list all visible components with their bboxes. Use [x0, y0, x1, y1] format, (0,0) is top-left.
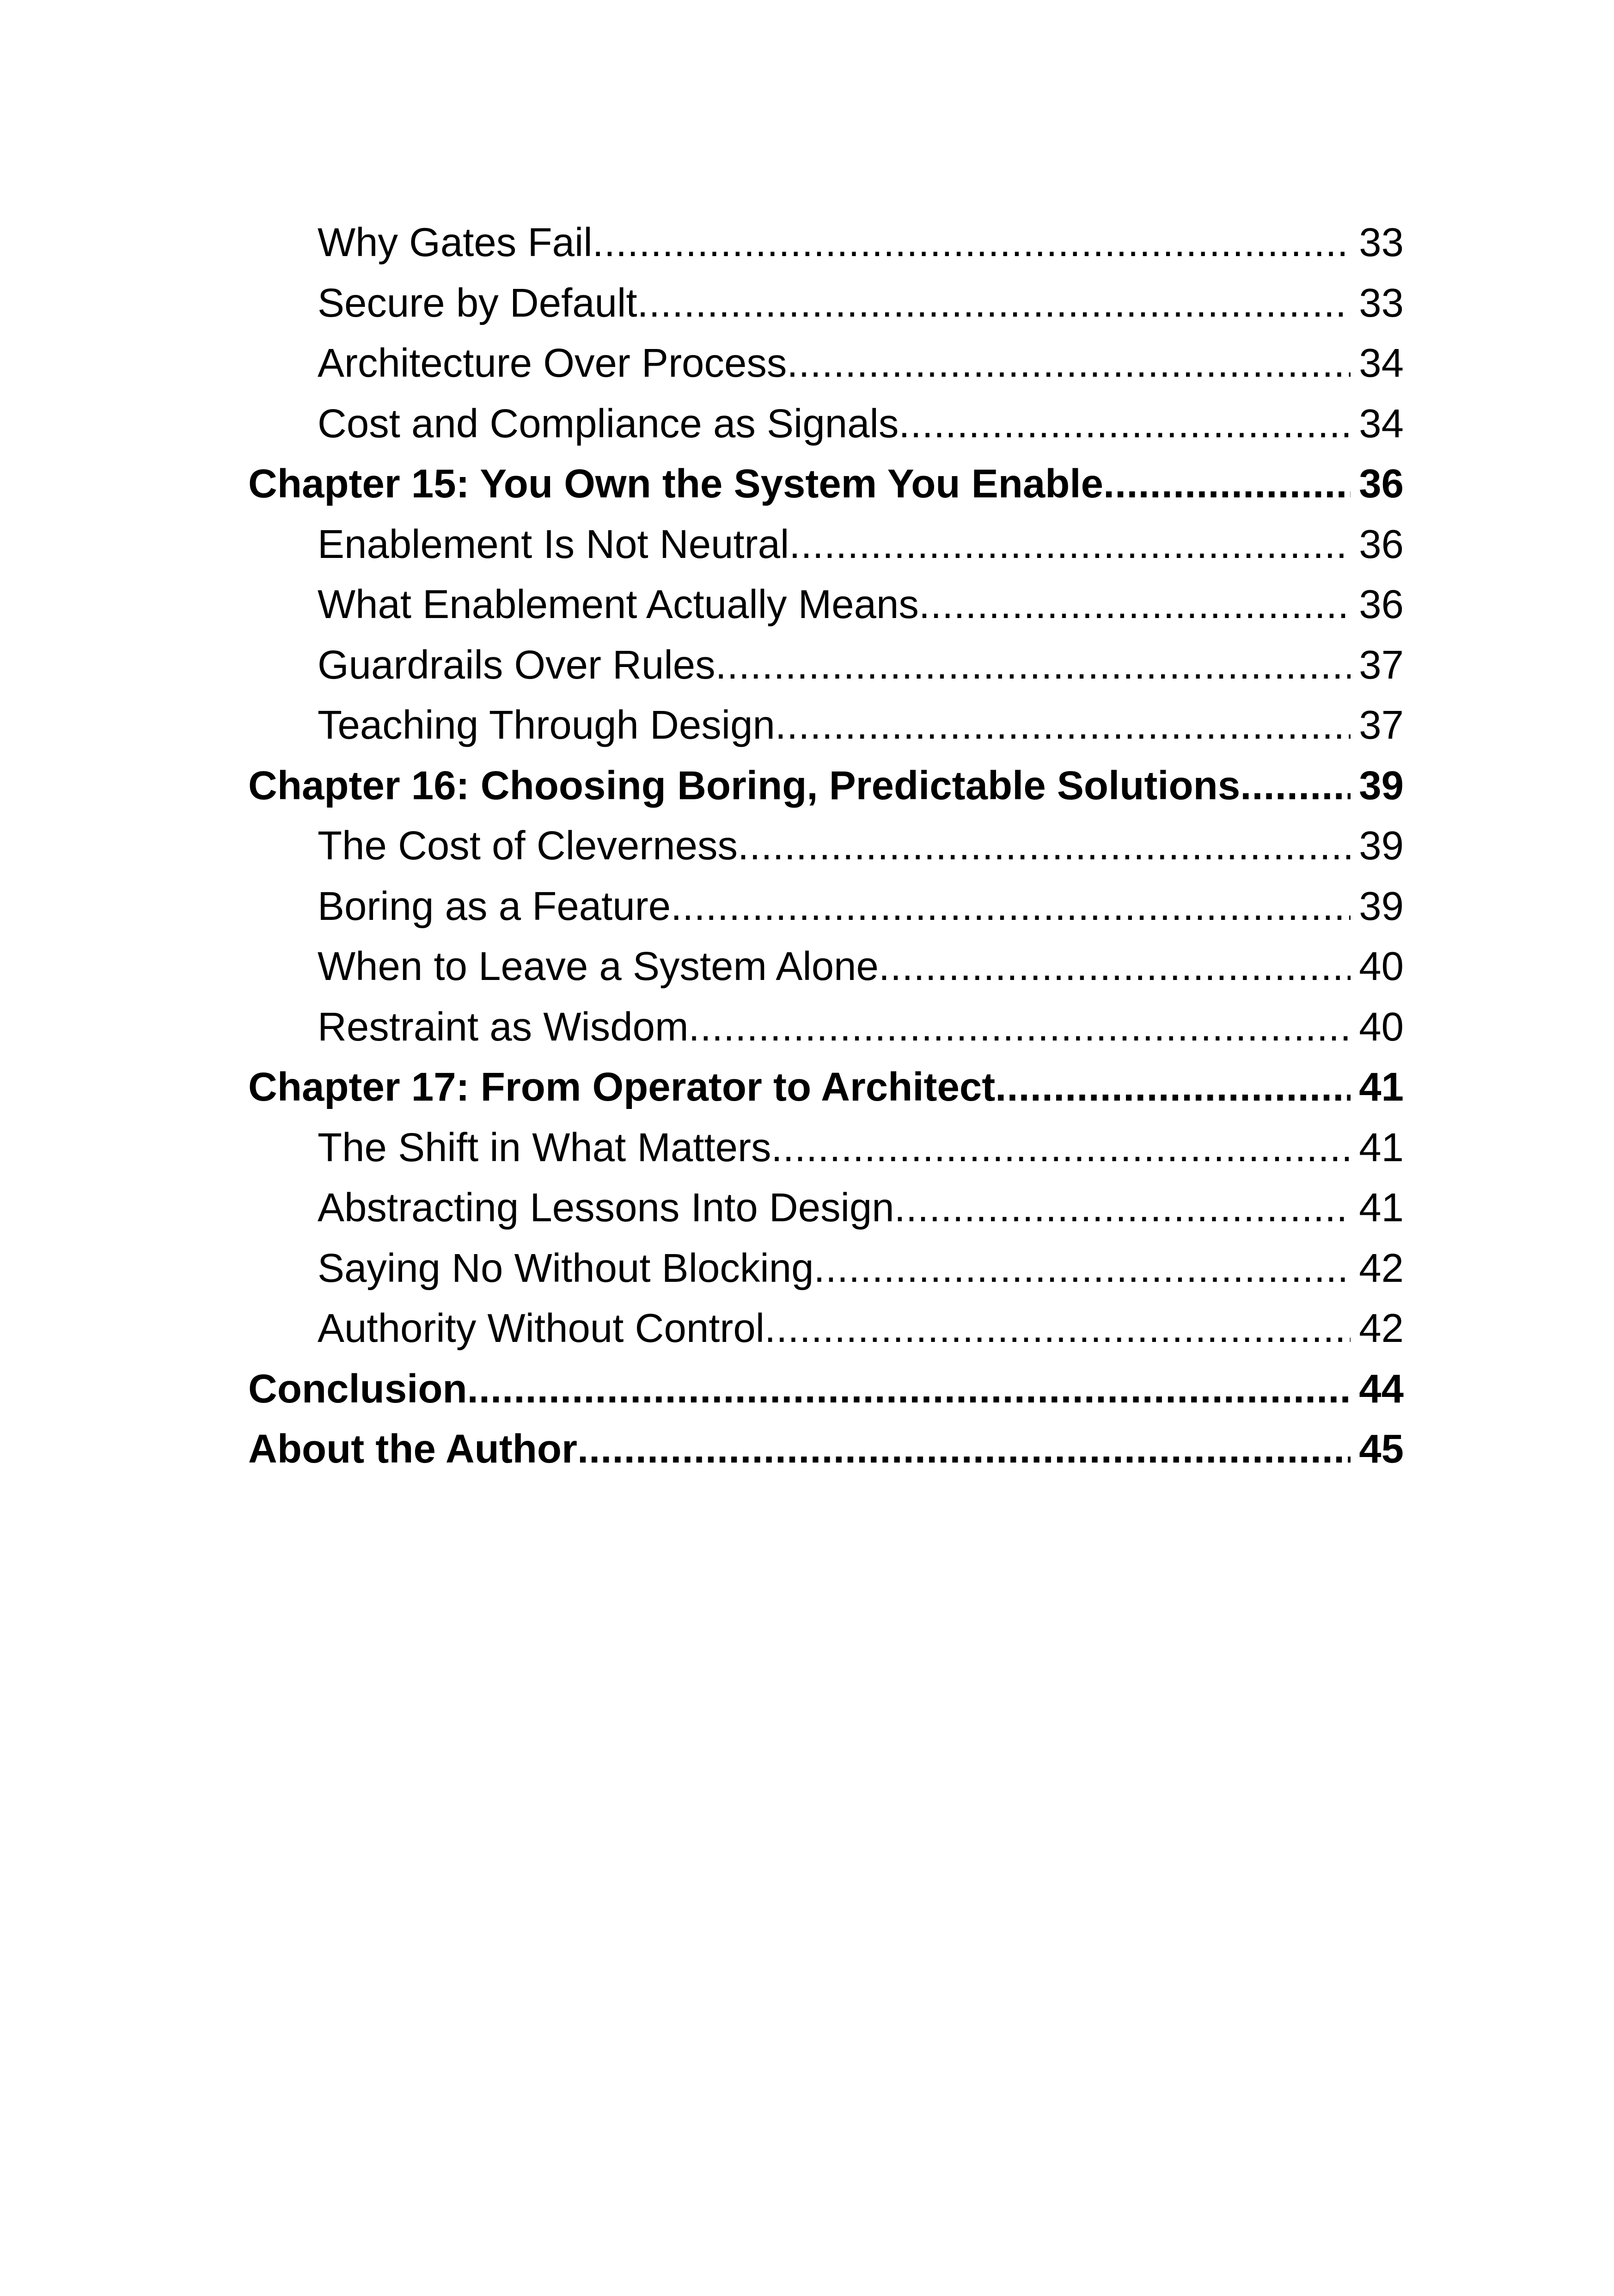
toc-entry-page: 37	[1359, 642, 1404, 687]
toc-dot-leader	[789, 514, 1351, 575]
toc-entry-page: 36	[1359, 461, 1404, 506]
toc-entry-title: Chapter 17: From Operator to Architect	[248, 1065, 996, 1109]
toc-entry[interactable]	[248, 1118, 1404, 1178]
toc-entry-page: 39	[1359, 883, 1404, 929]
toc-entry-title: Authority Without Control	[318, 1306, 765, 1351]
toc-chapter-entry[interactable]	[248, 1359, 1404, 1420]
toc-dot-leader	[689, 997, 1351, 1058]
toc-dot-leader	[899, 394, 1351, 454]
toc-entry-title: The Shift in What Matters	[318, 1125, 771, 1170]
toc-entry-page: 41	[1359, 1185, 1404, 1230]
toc-entry-page: 45	[1359, 1427, 1404, 1471]
toc-entry-title: Chapter 16: Choosing Boring, Predictable Solutions	[248, 763, 1241, 808]
toc-entry-title: Architecture Over Process	[318, 341, 787, 386]
toc-entry[interactable]	[248, 695, 1404, 756]
toc-dot-leader	[775, 695, 1351, 756]
toc-entry[interactable]	[248, 575, 1404, 635]
toc-entry-title: The Cost of Cleverness	[318, 823, 738, 868]
toc-dot-leader	[814, 1238, 1351, 1299]
toc-entry-title: About the Author	[248, 1427, 577, 1471]
toc-entry-page: 33	[1359, 280, 1404, 325]
toc-dot-leader	[894, 1178, 1351, 1238]
toc-dot-leader	[771, 1118, 1351, 1178]
toc-entry-title: What Enablement Actually Means	[318, 582, 919, 627]
toc-entry-page: 41	[1359, 1125, 1404, 1170]
toc-entry[interactable]	[248, 876, 1404, 937]
toc-chapter-entry[interactable]	[248, 1419, 1404, 1480]
toc-entry-title: Saying No Without Blocking	[318, 1245, 814, 1291]
toc-dot-leader	[1240, 756, 1351, 816]
toc-entry[interactable]	[248, 213, 1404, 273]
toc-entry-page: 37	[1359, 703, 1404, 747]
toc-entry-title: When to Leave a System Alone	[318, 944, 879, 989]
toc-entry-title: Abstracting Lessons Into Design	[318, 1185, 894, 1230]
toc-entry-page: 33	[1359, 220, 1404, 265]
toc-entry-title: Guardrails Over Rules	[318, 642, 715, 687]
toc-entry[interactable]	[248, 635, 1404, 696]
toc-entry-title: Chapter 15: You Own the System You Enable	[248, 461, 1103, 506]
toc-entry[interactable]	[248, 394, 1404, 454]
toc-entry-title: Why Gates Fail	[318, 220, 593, 265]
toc-entry-page: 39	[1359, 823, 1404, 868]
toc-entry[interactable]	[248, 937, 1404, 997]
toc-entry-page: 42	[1359, 1306, 1404, 1351]
toc-entry-title: Restraint as Wisdom	[318, 1004, 689, 1049]
toc-dot-leader	[738, 816, 1351, 876]
toc-dot-leader	[995, 1057, 1351, 1118]
toc-chapter-entry[interactable]	[248, 1057, 1404, 1118]
toc-entry-page: 44	[1359, 1366, 1404, 1411]
toc-dot-leader	[715, 635, 1351, 696]
toc-dot-leader	[467, 1359, 1351, 1420]
toc-entry[interactable]	[248, 514, 1404, 575]
toc-entry-page: 36	[1359, 582, 1404, 627]
toc-entry-page: 36	[1359, 521, 1404, 567]
toc-entry-title: Conclusion	[248, 1366, 467, 1411]
toc-entry-page: 41	[1359, 1065, 1404, 1109]
toc-entry-title: Boring as a Feature	[318, 883, 671, 929]
toc-chapter-entry[interactable]	[248, 756, 1404, 816]
toc-dot-leader	[637, 273, 1351, 334]
toc-entry-page: 40	[1359, 944, 1404, 989]
toc-chapter-entry[interactable]	[248, 454, 1404, 514]
toc-entry[interactable]	[248, 333, 1404, 394]
toc-dot-leader	[593, 213, 1351, 273]
toc-entry-page: 40	[1359, 1004, 1404, 1049]
toc-dot-leader	[671, 876, 1351, 937]
toc-entry[interactable]	[248, 273, 1404, 334]
toc-entry[interactable]	[248, 816, 1404, 876]
toc-dot-leader	[764, 1298, 1351, 1359]
toc-entry[interactable]	[248, 1298, 1404, 1359]
toc-entry-title: Teaching Through Design	[318, 703, 775, 747]
toc-entry[interactable]	[248, 1238, 1404, 1299]
toc-dot-leader	[919, 575, 1351, 635]
toc-dot-leader	[1103, 454, 1351, 514]
toc-entry[interactable]	[248, 1178, 1404, 1238]
toc-entry-page: 42	[1359, 1245, 1404, 1291]
toc-entry-page: 39	[1359, 763, 1404, 808]
table-of-contents	[248, 213, 1404, 1480]
toc-entry-title: Cost and Compliance as Signals	[318, 401, 899, 446]
toc-dot-leader	[577, 1419, 1351, 1480]
toc-entry-title: Enablement Is Not Neutral	[318, 521, 789, 567]
toc-entry-page: 34	[1359, 341, 1404, 386]
toc-dot-leader	[879, 937, 1351, 997]
toc-entry-page: 34	[1359, 401, 1404, 446]
toc-entry-title: Secure by Default	[318, 280, 637, 325]
toc-entry[interactable]	[248, 997, 1404, 1058]
toc-dot-leader	[787, 333, 1351, 394]
